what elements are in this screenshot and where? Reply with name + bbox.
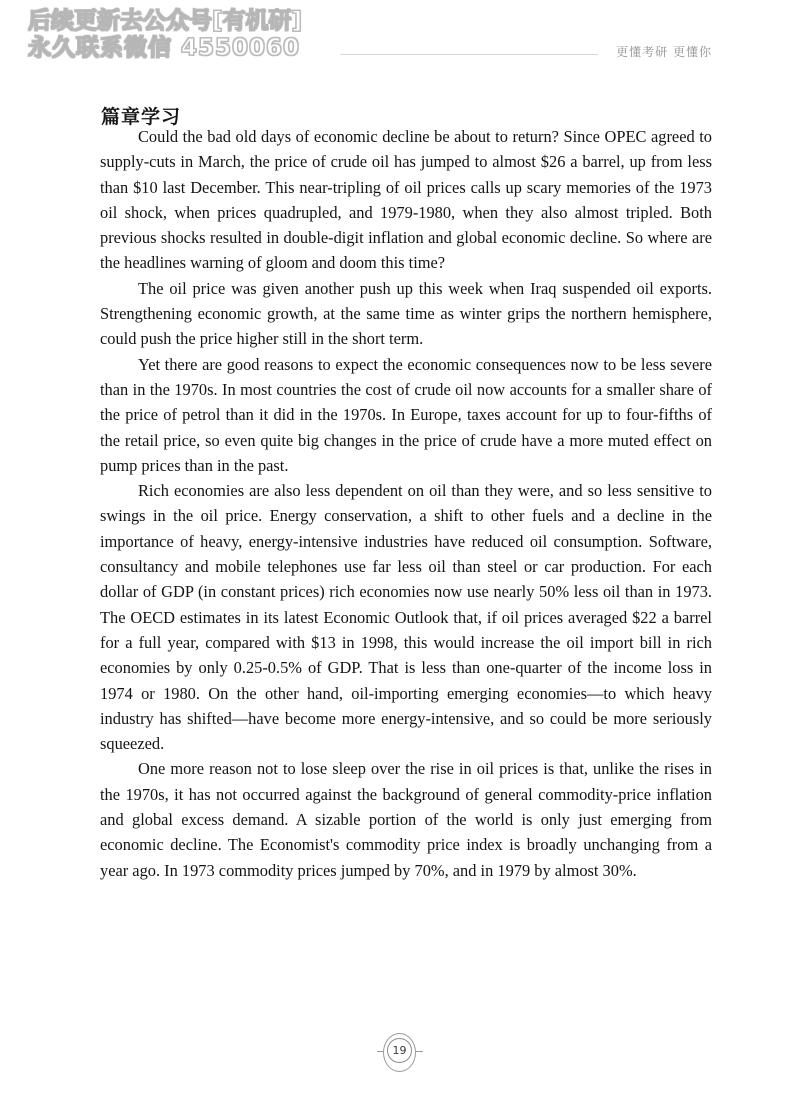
page-header xyxy=(0,0,800,78)
article-paragraph: The oil price was given another push up this week when Iraq suspended oil exports. Strengthening economic growth, at the same time as winter grips the northern hemisphere, could push the price higher still in the short term. xyxy=(100,278,712,349)
watermark-line-2: 永久联系微信 4550060 xyxy=(28,35,301,61)
article-paragraph: Yet there are good reasons to expect the economic consequences now to be less severe than in the 1970s. In most countries the cost of crude oil now accounts for a smaller share of the price of petrol than it did in the 1970s. In Europe, taxes account for up to four-fifths of the retail price, so even quite big changes in the price of crude have a more muted effect on pump prices than in the past. xyxy=(100,354,712,475)
article-paragraph: Rich economies are also less dependent on oil than they were, and so less sensitive to swings in the oil price. Energy conservation, a shift to other fuels and a decline in the importance of heavy, energy-intensive industries have reduced oil consumption. Software, consultancy and mobile telephones use far less oil than steel or car production. For each dollar of GDP (in constant prices) rich economies now use nearly 50% less oil than in 1973. The OECD estimates in its latest Economic Outlook that, if oil prices averaged $22 a barrel for a full year, compared with $13 in 1998, this would increase the oil import bill in rich economies by only 0.25-0.5% of GDP. That is less than one-quarter of the income loss in 1974 or 1980. On the other hand, oil-importing emerging economies—to which heavy industry has shifted—have become more energy-intensive, and so could be more seriously squeezed. xyxy=(100,481,712,754)
header-tagline: 更懂考研 更懂你 xyxy=(616,45,712,59)
promotional-watermark xyxy=(28,8,358,62)
article-paragraph: Could the bad old days of economic decline be about to return? Since OPEC agreed to supply-cuts in March, the price of crude oil has jumped to almost $26 a barrel, up from less than $10 last December. This near-tripling of oil prices calls up scary memories of the 1973 oil shock, when prices quadrupled, and 1979-1980, when they also almost tripled. Both previous shocks resulted in double-digit inflation and global economic decline. So where are the headlines warning of gloom and doom this time? xyxy=(100,127,712,273)
article-paragraph: One more reason not to lose sleep over the rise in oil prices is that, unlike the rises in the 1970s, it has not occurred against the background of general commodity-price inflation and global excess demand. A sizable portion of the world is only just emerging from economic decline. The Economist's commodity price index is broadly unchanging from a year ago. In 1973 commodity prices jumped by 70%, and in 1979 by almost 30%. xyxy=(100,759,712,880)
page-number-tick-right xyxy=(416,1051,423,1052)
page-number-footer xyxy=(0,1030,800,1076)
watermark-line-1: 后续更新去公众号[有机研] xyxy=(28,8,303,34)
header-divider-rule xyxy=(340,54,598,55)
article-body xyxy=(100,124,712,883)
page-number-value: 19 xyxy=(392,1044,407,1057)
page-number-inner-ring xyxy=(387,1038,412,1063)
page-number-ornament xyxy=(377,1030,423,1076)
section-heading: 篇章学习 xyxy=(101,105,182,128)
